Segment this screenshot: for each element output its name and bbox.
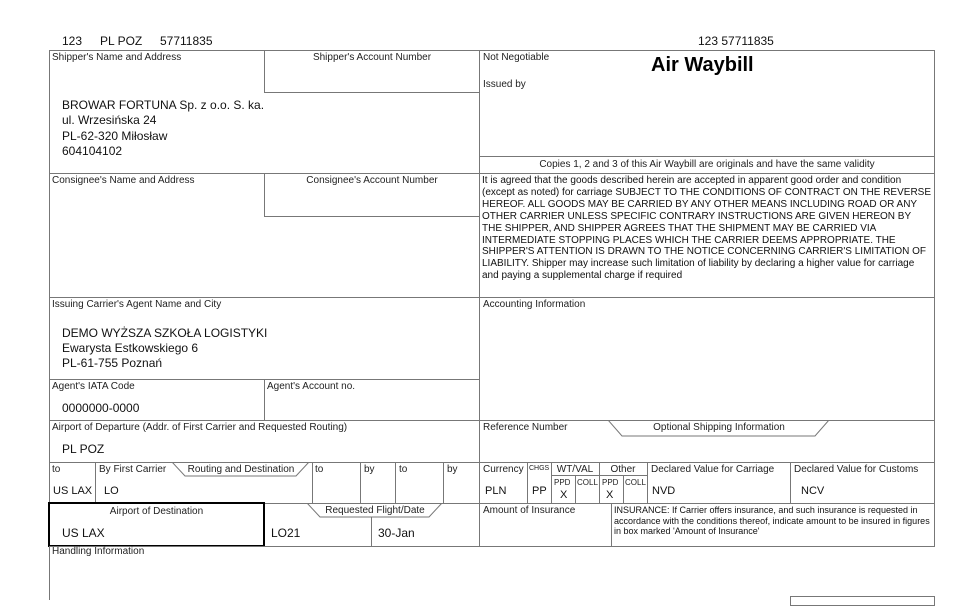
handling-sub-box [790,596,935,606]
shipper-account-label: Shipper's Account Number [312,52,432,63]
agent-account-label: Agent's Account no. [267,381,356,392]
other-ppd-value: X [606,489,614,501]
reference-label: Reference Number [483,422,568,433]
insurance-divider [611,503,612,546]
customs-label: Declared Value for Customs [794,464,919,475]
agent-line-2: Ewarysta Estkowskiego 6 [62,341,199,355]
charges-div-currency [527,462,528,503]
routing-div-3 [360,462,361,503]
charges-div-other-sub [623,475,624,503]
wtval-ppd-value: X [560,489,568,501]
wtval-ppd-label: PPD [554,478,571,487]
awb-prefix: 123 [62,34,83,48]
wtval-coll-label: COLL [577,478,598,487]
flight-value: LO21 [271,526,301,540]
routing-label: Routing and Destination [187,464,295,475]
accounting-label: Accounting Information [483,299,586,310]
agent-line-1: DEMO WYŻSZA SZKOŁA LOGISTYKI [62,326,268,340]
charges-div-customs [790,462,791,503]
flight-label: Requested Flight/Date [325,505,425,516]
frame-top [49,50,935,51]
destination-value: US LAX [62,526,105,540]
frame-right [934,50,935,546]
other-label: Other [610,464,636,475]
other-ppd-label: PPD [602,478,619,487]
not-negotiable-label: Not Negotiable [483,52,550,63]
air-waybill-title: Air Waybill [651,54,754,76]
iata-label: Agent's IATA Code [52,381,135,392]
customs-value: NCV [801,485,825,497]
wtval-label: WT/VAL [556,464,594,475]
chgs-value: PP [532,485,547,497]
awb-origin: PL POZ [100,34,143,48]
row-sep-handling [49,546,935,547]
consignee-account-label: Consignee's Account Number [306,175,438,186]
copies-note: Copies 1, 2 and 3 of this Air Waybill are originals and have the same validity [539,159,875,170]
charges-div-carriage [647,462,648,503]
insurance-label: Amount of Insurance [483,505,576,516]
agent-label: Issuing Carrier's Agent Name and City [52,299,222,310]
to2-label: to [315,464,324,475]
shipper-line-3: PL-62-320 Miłosław [62,129,168,143]
shipper-label: Shipper's Name and Address [52,52,182,63]
handling-label: Handling Information [52,546,145,557]
other-coll-label: COLL [625,478,646,487]
to3-label: to [399,464,408,475]
routing-div-4 [395,462,396,503]
routing-div-1 [95,462,96,503]
carriage-value: NVD [652,485,676,497]
by-first-carrier-label: By First Carrier [99,464,167,475]
awb-serial: 57711835 [160,34,213,48]
carriage-label: Declared Value for Carriage [651,464,775,475]
charges-div-wtval [575,475,576,503]
flight-divider [371,517,372,546]
optional-shipping-label: Optional Shipping Information [653,422,785,433]
agent-line-3: PL-61-755 Poznań [62,356,163,370]
currency-value: PLN [485,485,507,497]
date-value: 30-Jan [378,526,415,540]
issued-by-label: Issued by [483,79,526,90]
by2-label: by [364,464,375,475]
copies-line-top [479,156,935,157]
chgs-label: CHGS [529,465,550,472]
terms-text: It is agreed that the goods described herein are accepted in apparent good order and condition (except as noted) for carriage SUBJECT TO THE CONDITIONS OF CONTRACT ON THE REVERSE HEREOF. ALL GOODS MAY BE CARRIED BY ANY OTHER MEANS INCLUDING ROAD OR ANY OTHER CARRIER UNLESS SPECIFIC CONTRARY INSTRUCTIONS ARE GIVEN HEREON BY THE SHIPPER, AND SHIPPER AGREES THAT THE SHIPMENT MAY BE CARRIED VIA INTERMEDIATE STOPPING PLACES WHICH THE CARRIER DEEMS APPROPRIATE. THE SHIPPER'S ATTENTION IS DRAWN TO THE NOTICE CONCERNING CARRIER'S LIMITATION OF LIABILITY. Shipper may increase such limitation of liability by declaring a higher value for carriage and paying a supplemental charge if required [482,175,931,282]
routing-div-5 [443,462,444,503]
row-sep-consignee [49,173,935,174]
shipper-line-2: ul. Wrzesińska 24 [62,113,157,127]
departure-value: PL POZ [62,442,105,456]
to-label: to [52,464,61,475]
routing-div-2 [312,462,313,503]
iata-divider [264,379,265,420]
awb-number-right: 123 57711835 [698,34,774,48]
iata-value: 0000000-0000 [62,401,140,415]
to-value: US LAX [53,485,93,497]
row-sep-agent [49,297,935,298]
shipper-line-1: BROWAR FORTUNA Sp. z o.o. S. ka. [62,98,265,112]
shipper-line-4: 604104102 [62,144,123,158]
currency-label: Currency [483,464,524,475]
destination-label: Airport of Destination [109,506,204,517]
by-first-carrier-value: LO [104,485,119,497]
consignee-label: Consignee's Name and Address [52,175,195,186]
by3-label: by [447,464,458,475]
frame-middle [479,50,480,546]
insurance-note: INSURANCE: If Carrier offers insurance, and such insurance is requested in accordance with the conditions thereof, indicate amount to be insured in figures in box marked 'Amount of Insurance' [614,505,930,536]
departure-label: Airport of Departure (Addr. of First Carrier and Requested Routing) [52,422,348,433]
